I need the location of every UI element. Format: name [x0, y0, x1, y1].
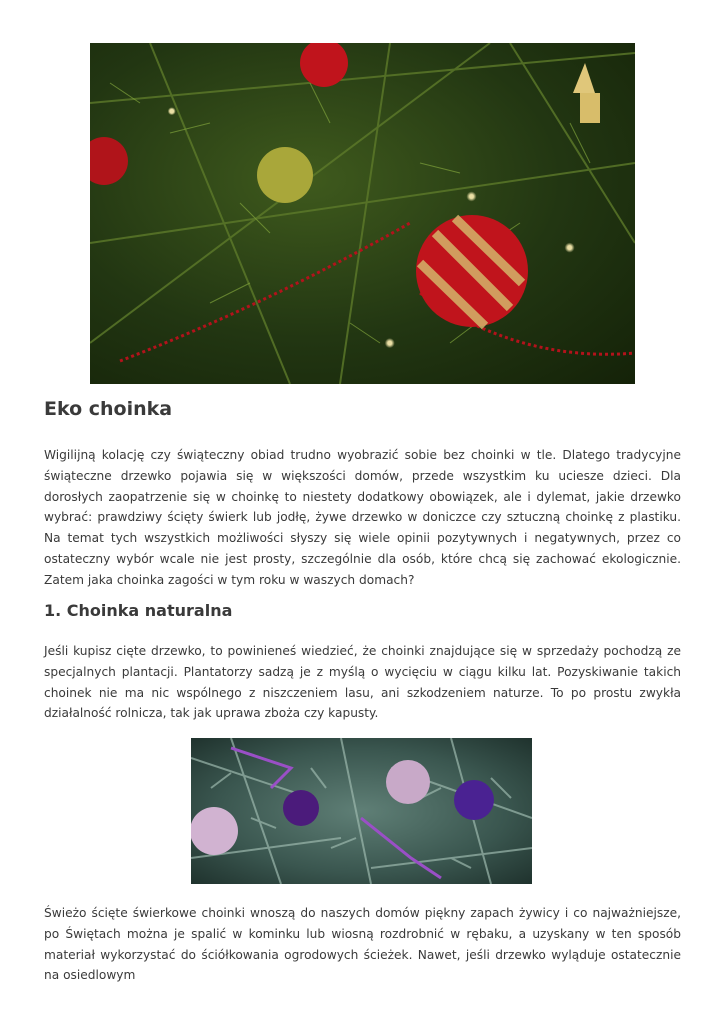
fir-branches-illustration — [191, 738, 532, 884]
fir-baubles-image — [191, 738, 532, 884]
section-heading: 1. Choinka naturalna — [44, 601, 233, 620]
page-title: Eko choinka — [44, 398, 173, 420]
christmas-tree-illustration — [90, 43, 635, 384]
section-paragraph-2: Świeżo ścięte świerkowe choinki wnoszą do naszych domów piękny zapach żywicy i co najważniejsze, po Świętach można je spalić w kominku lub wiosną rozdrobnić w rębaku, a uzyskany w ten sposób materiał wykorzystać do ściółkowania ogrodowych ścieżek. Nawet, jeśli drzewko wyląduje ostatecznie na osiedlowym — [44, 906, 681, 983]
hero-image — [90, 43, 635, 384]
intro-paragraph: Wigilijną kolację czy świąteczny obiad trudno wyobrazić sobie bez choinki w tle. Dlatego tradycyjne świąteczne drzewko pojawia się w większości domów, przede wszystkim ku uciesze dzieci. Dla dorosłych zaopatrzenie się w choinkę to niestety dodatkowy obowiązek, ale i dylemat, jakie drzewko wybrać: prawdziwy ścięty świerk lub jodłę, żywe drzewko w doniczce czy sztuczną choinkę z plastiku. Na temat tych wszystkich możliwości słyszy się wiele opinii pozytywnych i negatywnych, przez co ostateczny wybór wcale nie jest prosty, szczególnie dla osób, które chcą się zachować ekologicznie. Zatem jaka choinka zagości w tym roku w waszych domach? — [44, 448, 681, 587]
section-paragraph-1: Jeśli kupisz cięte drzewko, to powinieneś wiedzieć, że choinki znajdujące się w sprzedaży pochodzą ze specjalnych plantacji. Plantatorzy sadzą je z myślą o wycięciu w ciągu kilku lat. Pozyskiwanie takich choinek nie ma nic wspólnego z niszczeniem lasu, ani szkodzeniem naturze. To po prostu zwykła działalność rolnicza, tak jak uprawa zboża czy kapusty. — [44, 644, 681, 721]
